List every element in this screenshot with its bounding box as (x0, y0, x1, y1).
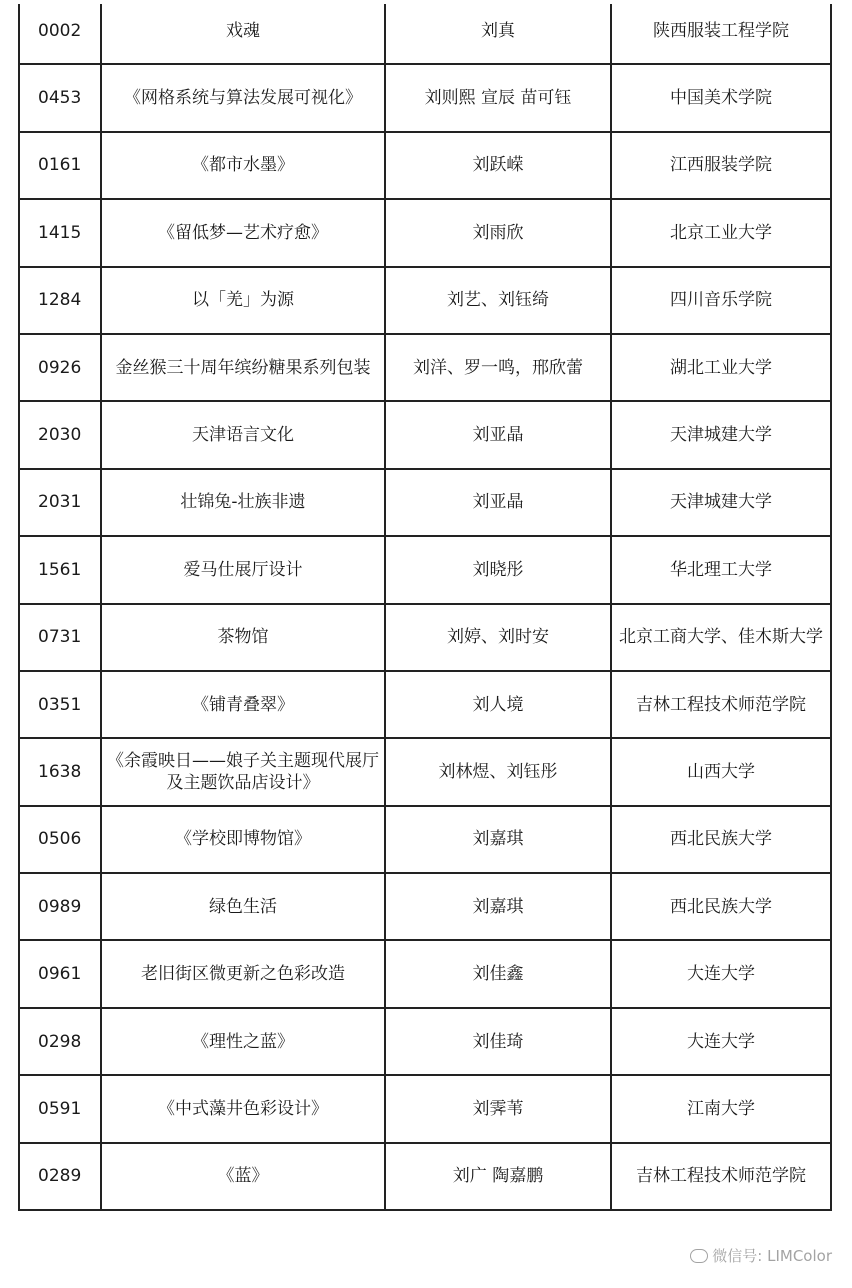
id-cell: 1561 (19, 536, 101, 603)
title-cell: 金丝猴三十周年缤纷糖果系列包装 (101, 334, 385, 401)
table-row (19, 267, 831, 334)
authors-cell: 刘亚晶 (385, 469, 611, 536)
table-row (19, 806, 831, 873)
table-row (19, 334, 831, 401)
table-row (19, 469, 831, 536)
title-cell: 《余霞映日——娘子关主题现代展厅及主题饮品店设计》 (101, 738, 385, 805)
table-row (19, 64, 831, 131)
school-cell: 吉林工程技术师范学院 (611, 1143, 831, 1210)
title-cell: 戏魂 (101, 0, 385, 64)
id-cell: 0591 (19, 1075, 101, 1142)
id-cell: 0989 (19, 873, 101, 940)
title-cell: 爱马仕展厅设计 (101, 536, 385, 603)
table-row (19, 199, 831, 266)
results-table (18, 0, 832, 1211)
table-row (19, 671, 831, 738)
title-cell: 茶物馆 (101, 604, 385, 671)
watermark-text: 微信号: LIMColor (712, 1247, 832, 1265)
id-cell: 2030 (19, 401, 101, 468)
id-cell: 0351 (19, 671, 101, 738)
title-cell: 《理性之蓝》 (101, 1008, 385, 1075)
table-row (19, 401, 831, 468)
id-cell: 1284 (19, 267, 101, 334)
id-cell: 2031 (19, 469, 101, 536)
authors-cell: 刘则熙 宣辰 苗可钰 (385, 64, 611, 131)
title-cell: 以「羌」为源 (101, 267, 385, 334)
school-cell: 陕西服装工程学院 (611, 0, 831, 64)
id-cell: 0961 (19, 940, 101, 1007)
authors-cell: 刘晓彤 (385, 536, 611, 603)
id-cell: 1415 (19, 199, 101, 266)
title-cell: 《学校即博物馆》 (101, 806, 385, 873)
school-cell: 大连大学 (611, 1008, 831, 1075)
title-cell: 《铺青叠翠》 (101, 671, 385, 738)
school-cell: 吉林工程技术师范学院 (611, 671, 831, 738)
school-cell: 中国美术学院 (611, 64, 831, 131)
authors-cell: 刘佳鑫 (385, 940, 611, 1007)
school-cell: 大连大学 (611, 940, 831, 1007)
school-cell: 天津城建大学 (611, 401, 831, 468)
table-row (19, 0, 831, 64)
title-cell: 《都市水墨》 (101, 132, 385, 199)
authors-cell: 刘广 陶嘉鹏 (385, 1143, 611, 1210)
table-body (19, 0, 831, 1210)
school-cell: 湖北工业大学 (611, 334, 831, 401)
table-row (19, 132, 831, 199)
watermark (690, 1245, 832, 1266)
authors-cell: 刘真 (385, 0, 611, 64)
school-cell: 四川音乐学院 (611, 267, 831, 334)
authors-cell: 刘嘉琪 (385, 873, 611, 940)
title-cell: 绿色生活 (101, 873, 385, 940)
id-cell: 1638 (19, 738, 101, 805)
table-row (19, 604, 831, 671)
authors-cell: 刘跃嵘 (385, 132, 611, 199)
authors-cell: 刘洋、罗一鸣，邢欣蕾 (385, 334, 611, 401)
school-cell: 华北理工大学 (611, 536, 831, 603)
school-cell: 江西服装学院 (611, 132, 831, 199)
authors-cell: 刘亚晶 (385, 401, 611, 468)
title-cell: 壮锦兔-壮族非遗 (101, 469, 385, 536)
school-cell: 北京工商大学、佳木斯大学 (611, 604, 831, 671)
table-row (19, 940, 831, 1007)
table-row (19, 1008, 831, 1075)
authors-cell: 刘嘉琪 (385, 806, 611, 873)
school-cell: 江南大学 (611, 1075, 831, 1142)
school-cell: 西北民族大学 (611, 873, 831, 940)
top-crop-edge (0, 0, 852, 4)
table-row (19, 738, 831, 805)
title-cell: 《蓝》 (101, 1143, 385, 1210)
title-cell: 《网格系统与算法发展可视化》 (101, 64, 385, 131)
title-cell: 天津语言文化 (101, 401, 385, 468)
school-cell: 北京工业大学 (611, 199, 831, 266)
id-cell: 0926 (19, 334, 101, 401)
authors-cell: 刘雨欣 (385, 199, 611, 266)
table-row (19, 1075, 831, 1142)
school-cell: 天津城建大学 (611, 469, 831, 536)
authors-cell: 刘婷、刘时安 (385, 604, 611, 671)
id-cell: 0002 (19, 0, 101, 64)
id-cell: 0506 (19, 806, 101, 873)
id-cell: 0289 (19, 1143, 101, 1210)
school-cell: 西北民族大学 (611, 806, 831, 873)
authors-cell: 刘林煜、刘钰彤 (385, 738, 611, 805)
authors-cell: 刘人境 (385, 671, 611, 738)
authors-cell: 刘佳琦 (385, 1008, 611, 1075)
id-cell: 0161 (19, 132, 101, 199)
school-cell: 山西大学 (611, 738, 831, 805)
results-table-sheet (18, 0, 830, 1211)
id-cell: 0453 (19, 64, 101, 131)
wechat-icon (690, 1249, 708, 1263)
title-cell: 《留低梦—艺术疗愈》 (101, 199, 385, 266)
id-cell: 0731 (19, 604, 101, 671)
authors-cell: 刘霁苇 (385, 1075, 611, 1142)
table-row (19, 1143, 831, 1210)
title-cell: 《中式藻井色彩设计》 (101, 1075, 385, 1142)
authors-cell: 刘艺、刘钰绮 (385, 267, 611, 334)
id-cell: 0298 (19, 1008, 101, 1075)
table-row (19, 873, 831, 940)
table-row (19, 536, 831, 603)
title-cell: 老旧街区微更新之色彩改造 (101, 940, 385, 1007)
